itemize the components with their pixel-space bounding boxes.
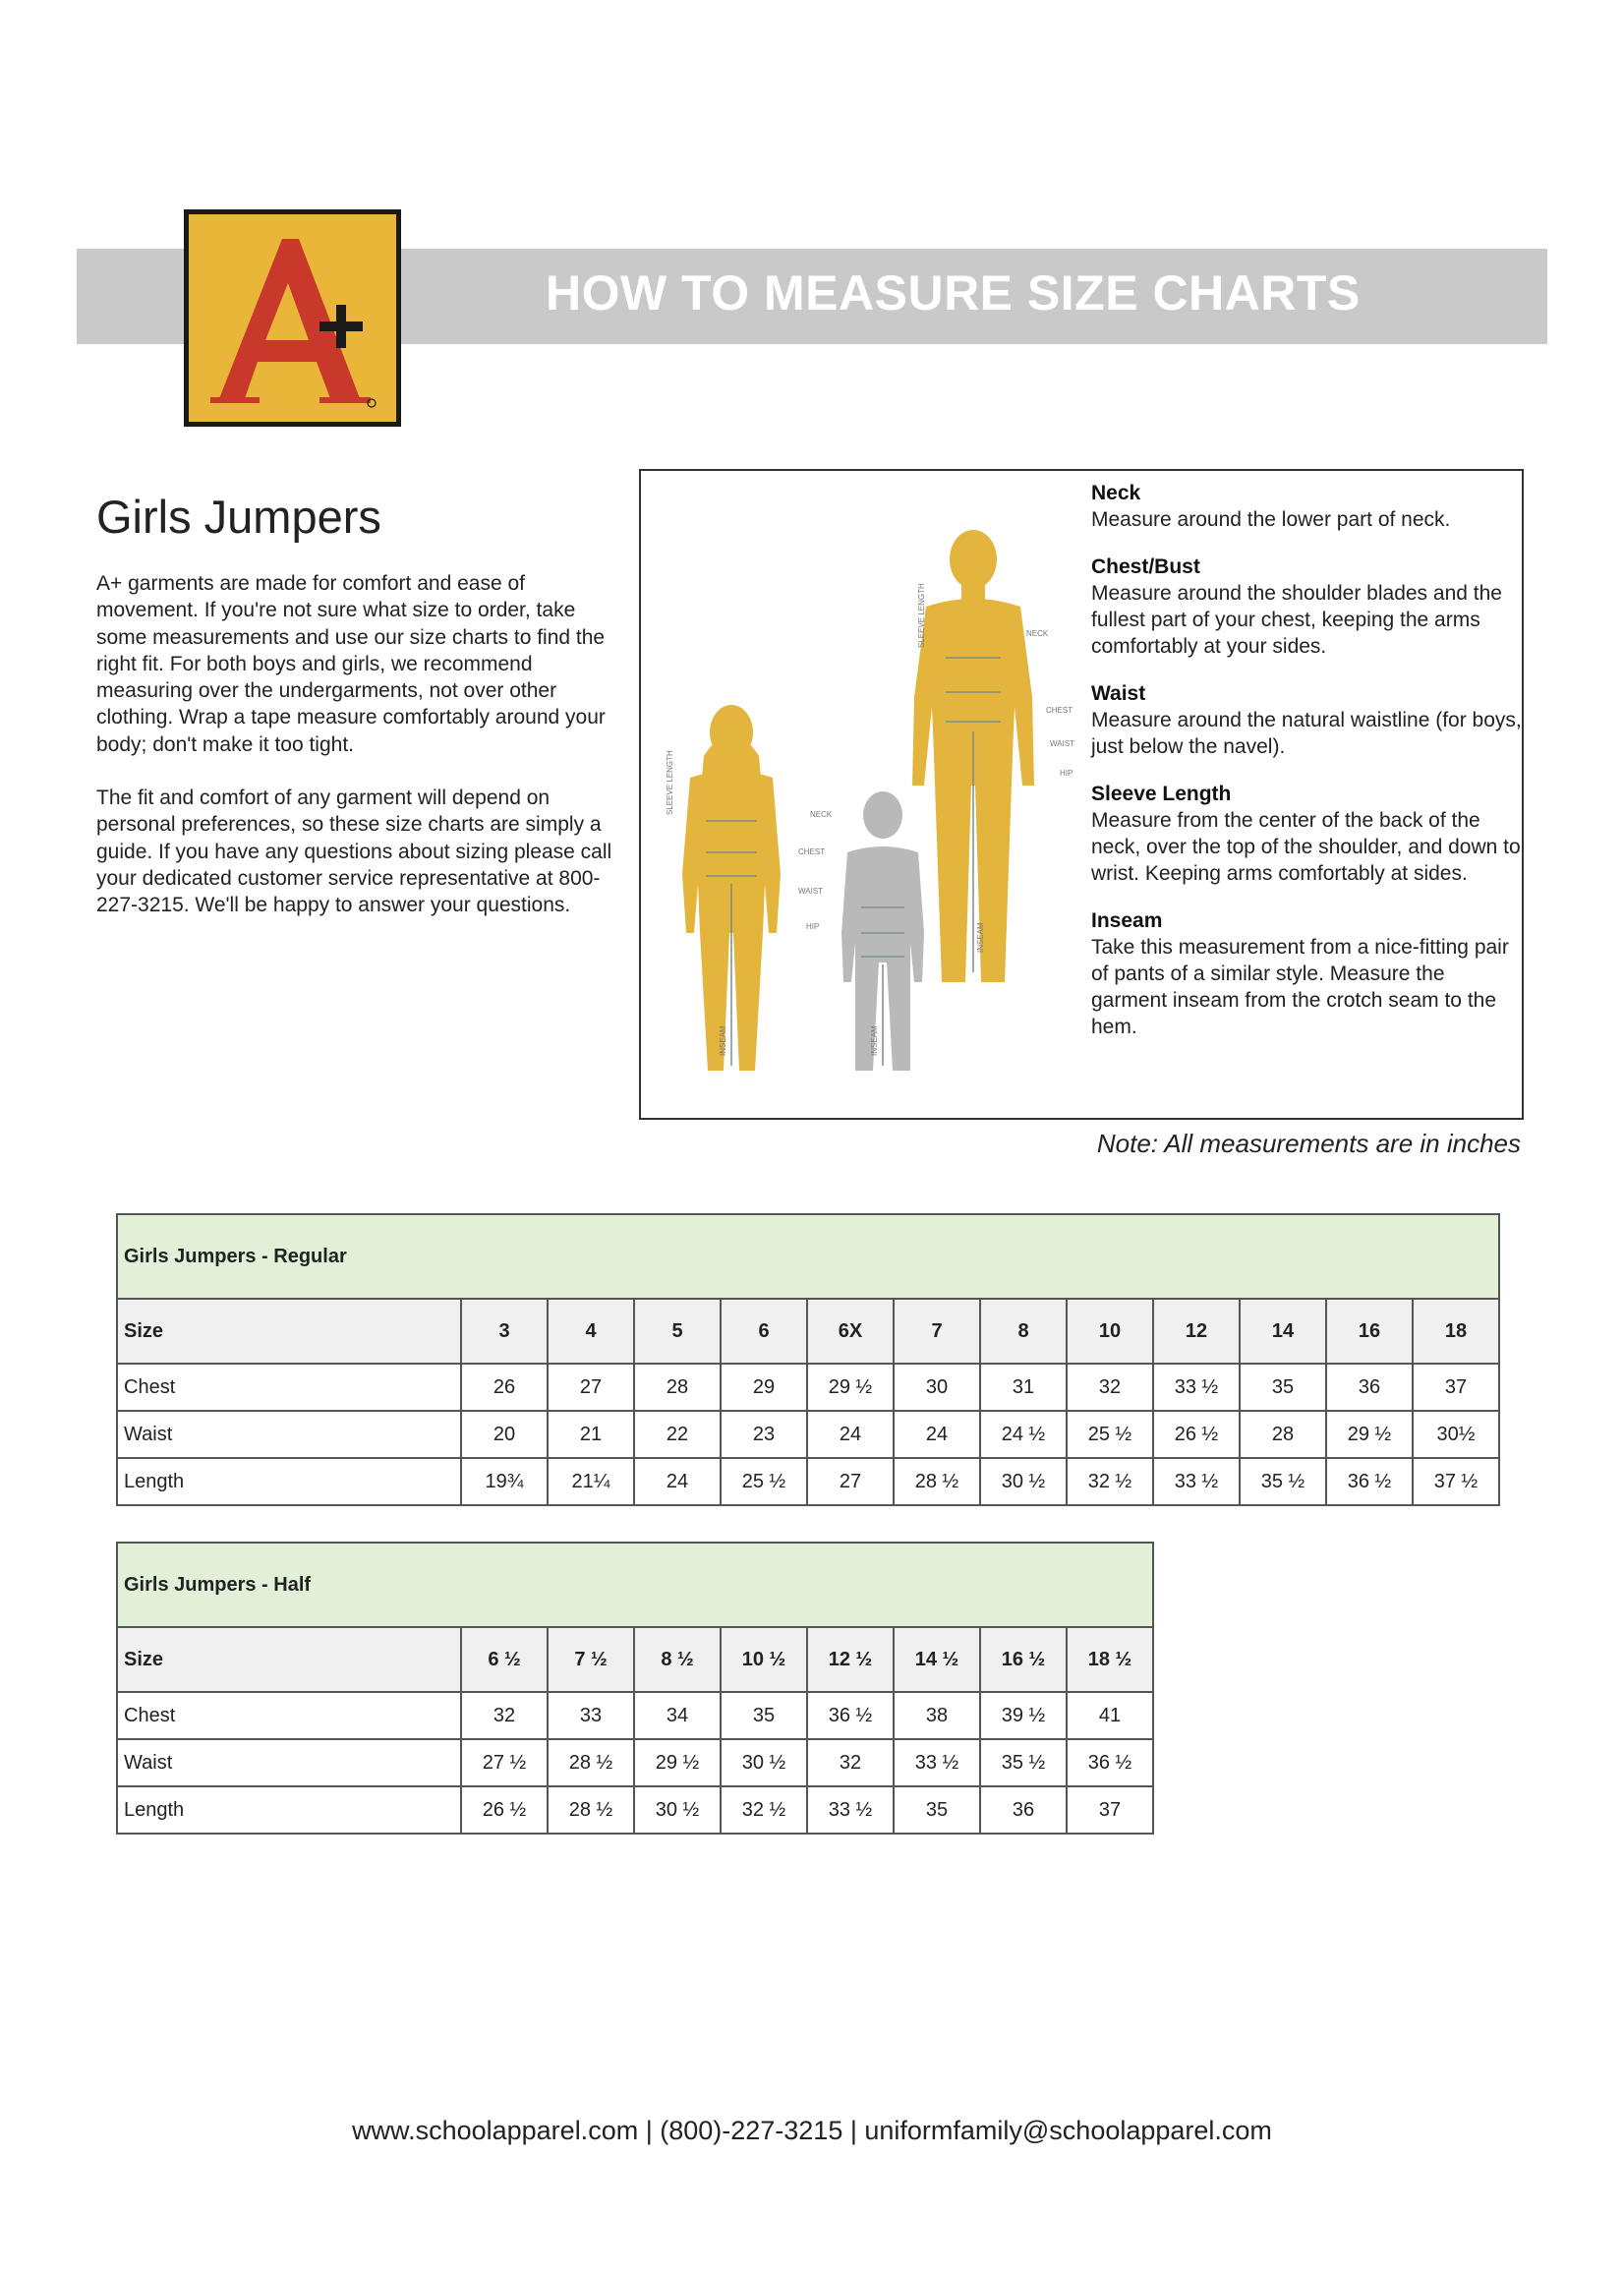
intro-paragraph-2: The fit and comfort of any garment will depend on personal preferences, so these size charts are simply a guide. If you have any questions about sizing please call your dedicated customer service representative at 800-227-3215. We'll be happy to answer your questions. xyxy=(96,787,612,917)
size-header-cell: 6X xyxy=(807,1299,894,1364)
table-cell: 28 xyxy=(634,1364,721,1411)
measurement-guide xyxy=(639,469,1524,1120)
instruction-inseam: Inseam Take this measurement from a nice-fitting pair of pants of a similar style. Measure the garment inseam from the crotch seam to the hem. xyxy=(1091,909,1509,1038)
size-header-cell: 10 ½ xyxy=(721,1627,807,1692)
table-cell: 35 xyxy=(894,1786,980,1834)
table-cell: 36 xyxy=(980,1786,1067,1834)
table-cell: 30 ½ xyxy=(980,1458,1067,1505)
table-cell: 33 ½ xyxy=(894,1739,980,1786)
footer-contact: www.schoolapparel.com | (800)-227-3215 | uniformfamily@schoolapparel.com xyxy=(352,2116,1272,2145)
table-cell: 36 ½ xyxy=(807,1692,894,1739)
size-header-label: Size xyxy=(117,1299,461,1364)
table-cell: 27 xyxy=(548,1364,634,1411)
table-cell: 25 ½ xyxy=(721,1458,807,1505)
table-cell: 24 xyxy=(634,1458,721,1505)
table-cell: 27 xyxy=(807,1458,894,1505)
table-cell: 30 ½ xyxy=(634,1786,721,1834)
neck-label-woman: NECK xyxy=(810,810,833,819)
table-cell: 30 xyxy=(894,1364,980,1411)
instruction-chest: Chest/Bust Measure around the shoulder blades and the fullest part of your chest, keeping the arms comfortably at your sides. xyxy=(1091,555,1502,658)
table-row-waist xyxy=(117,1739,1153,1786)
table-caption: Girls Jumpers - Half xyxy=(117,1543,1153,1627)
row-label: Chest xyxy=(117,1692,461,1739)
size-header-cell: 14 ½ xyxy=(894,1627,980,1692)
table-cell: 35 xyxy=(721,1692,807,1739)
intro-paragraph-1: A+ garments are made for comfort and ease of movement. If you're not sure what size to order, take some measurements and use our size charts to find the right fit. For both boys and girls, we recommend measuring over the undergarments, not over other clothing. Wrap a tape measure comfortably around your body; don't make it too tight. xyxy=(96,572,606,756)
table-cell: 33 ½ xyxy=(807,1786,894,1834)
size-header-cell: 4 xyxy=(548,1299,634,1364)
size-table-regular xyxy=(116,1213,1500,1506)
chest-label-woman: CHEST xyxy=(798,847,826,856)
instruction-sleeve-length: Sleeve Length Measure from the center of the back of the neck, over the top of the shoulder, and down to wrist. Keeping arms comfortably at sides. xyxy=(1091,783,1521,885)
table-cell: 29 ½ xyxy=(1326,1411,1413,1458)
table-cell: 23 xyxy=(721,1411,807,1458)
row-label: Length xyxy=(117,1786,461,1834)
table-cell: 21 xyxy=(548,1411,634,1458)
row-label: Chest xyxy=(117,1364,461,1411)
size-header-cell: 7 xyxy=(894,1299,980,1364)
sleeve-label-man: SLEEVE LENGTH xyxy=(917,583,926,648)
table-header-row xyxy=(117,1299,1499,1364)
table-cell: 26 ½ xyxy=(1153,1411,1240,1458)
table-cell: 25 ½ xyxy=(1067,1411,1153,1458)
size-header-cell: 7 ½ xyxy=(548,1627,634,1692)
table-cell: 24 xyxy=(807,1411,894,1458)
table-cell: 22 xyxy=(634,1411,721,1458)
table-row-waist xyxy=(117,1411,1499,1458)
waist-label-man: WAIST xyxy=(1050,739,1075,748)
sleeve-label-woman: SLEEVE LENGTH xyxy=(666,750,674,815)
table-cell: 30 ½ xyxy=(721,1739,807,1786)
table-cell: 32 ½ xyxy=(721,1786,807,1834)
table-cell: 32 ½ xyxy=(1067,1458,1153,1505)
table-cell: 34 xyxy=(634,1692,721,1739)
size-header-label: Size xyxy=(117,1627,461,1692)
table-cell: 41 xyxy=(1067,1692,1153,1739)
inseam-label-child: INSEAM xyxy=(870,1025,879,1056)
table-cell: 21¼ xyxy=(548,1458,634,1505)
table-cell: 31 xyxy=(980,1364,1067,1411)
table-row-length xyxy=(117,1458,1499,1505)
hip-label-man: HIP xyxy=(1060,769,1073,778)
size-header-cell: 8 ½ xyxy=(634,1627,721,1692)
inseam-label-man: INSEAM xyxy=(976,922,985,953)
table-cell: 30½ xyxy=(1413,1411,1499,1458)
table-caption: Girls Jumpers - Regular xyxy=(117,1214,1499,1299)
table-cell: 19¾ xyxy=(461,1458,548,1505)
table-cell: 29 xyxy=(721,1364,807,1411)
inseam-label-woman: INSEAM xyxy=(719,1025,727,1056)
a-plus-logo-icon xyxy=(189,214,396,422)
table-cell: 36 ½ xyxy=(1067,1739,1153,1786)
table-cell: 33 ½ xyxy=(1153,1458,1240,1505)
table-cell: 35 xyxy=(1240,1364,1326,1411)
size-header-cell: 12 xyxy=(1153,1299,1240,1364)
table-cell: 33 xyxy=(548,1692,634,1739)
table-cell: 28 ½ xyxy=(548,1739,634,1786)
intro-text xyxy=(96,570,622,946)
chest-label-man: CHEST xyxy=(1046,706,1073,715)
table-cell: 37 ½ xyxy=(1413,1458,1499,1505)
table-cell: 32 xyxy=(1067,1364,1153,1411)
size-header-cell: 5 xyxy=(634,1299,721,1364)
table-cell: 28 ½ xyxy=(894,1458,980,1505)
table-cell: 32 xyxy=(807,1739,894,1786)
neck-label-man: NECK xyxy=(1026,629,1049,638)
size-table-half xyxy=(116,1542,1154,1835)
size-header-cell: 18 ½ xyxy=(1067,1627,1153,1692)
size-header-cell: 16 ½ xyxy=(980,1627,1067,1692)
size-header-cell: 6 ½ xyxy=(461,1627,548,1692)
table-cell: 28 xyxy=(1240,1411,1326,1458)
table-cell: 24 ½ xyxy=(980,1411,1067,1458)
size-header-cell: 10 xyxy=(1067,1299,1153,1364)
size-header-cell: 8 xyxy=(980,1299,1067,1364)
table-caption-row xyxy=(117,1214,1499,1299)
size-header-cell: 18 xyxy=(1413,1299,1499,1364)
table-cell: 36 xyxy=(1326,1364,1413,1411)
table-cell: 28 ½ xyxy=(548,1786,634,1834)
instruction-neck: Neck Measure around the lower part of neck. xyxy=(1091,482,1451,531)
hip-label-woman: HIP xyxy=(806,922,820,931)
row-label: Waist xyxy=(117,1739,461,1786)
table-cell: 27 ½ xyxy=(461,1739,548,1786)
table-cell: 35 ½ xyxy=(980,1739,1067,1786)
brand-logo xyxy=(184,209,401,427)
table-cell: 36 ½ xyxy=(1326,1458,1413,1505)
size-header-cell: 16 xyxy=(1326,1299,1413,1364)
table-cell: 29 ½ xyxy=(634,1739,721,1786)
table-cell: 39 ½ xyxy=(980,1692,1067,1739)
size-header-cell: 6 xyxy=(721,1299,807,1364)
table-header-row xyxy=(117,1627,1153,1692)
row-label: Waist xyxy=(117,1411,461,1458)
table-cell: 29 ½ xyxy=(807,1364,894,1411)
instruction-waist: Waist Measure around the natural waistline (for boys, just below the navel). xyxy=(1091,682,1522,758)
table-cell: 37 xyxy=(1067,1786,1153,1834)
measurement-instructions xyxy=(1091,481,1524,1062)
page-title: Girls Jumpers xyxy=(96,491,381,543)
body-figures-illustration xyxy=(661,520,1093,1110)
table-row-chest xyxy=(117,1692,1153,1739)
table-cell: 32 xyxy=(461,1692,548,1739)
size-header-cell: 12 ½ xyxy=(807,1627,894,1692)
banner-title: HOW TO MEASURE SIZE CHARTS xyxy=(546,265,1361,321)
table-cell: 35 ½ xyxy=(1240,1458,1326,1505)
table-cell: 26 xyxy=(461,1364,548,1411)
table-cell: 20 xyxy=(461,1411,548,1458)
table-caption-row xyxy=(117,1543,1153,1627)
size-header-cell: 14 xyxy=(1240,1299,1326,1364)
size-header-cell: 3 xyxy=(461,1299,548,1364)
table-cell: 38 xyxy=(894,1692,980,1739)
table-cell: 33 ½ xyxy=(1153,1364,1240,1411)
table-cell: 24 xyxy=(894,1411,980,1458)
table-cell: 37 xyxy=(1413,1364,1499,1411)
units-note: Note: All measurements are in inches xyxy=(1096,1129,1521,1158)
table-cell: 26 ½ xyxy=(461,1786,548,1834)
table-row-length xyxy=(117,1786,1153,1834)
waist-label-woman: WAIST xyxy=(798,887,824,896)
table-row-chest xyxy=(117,1364,1499,1411)
row-label: Length xyxy=(117,1458,461,1505)
